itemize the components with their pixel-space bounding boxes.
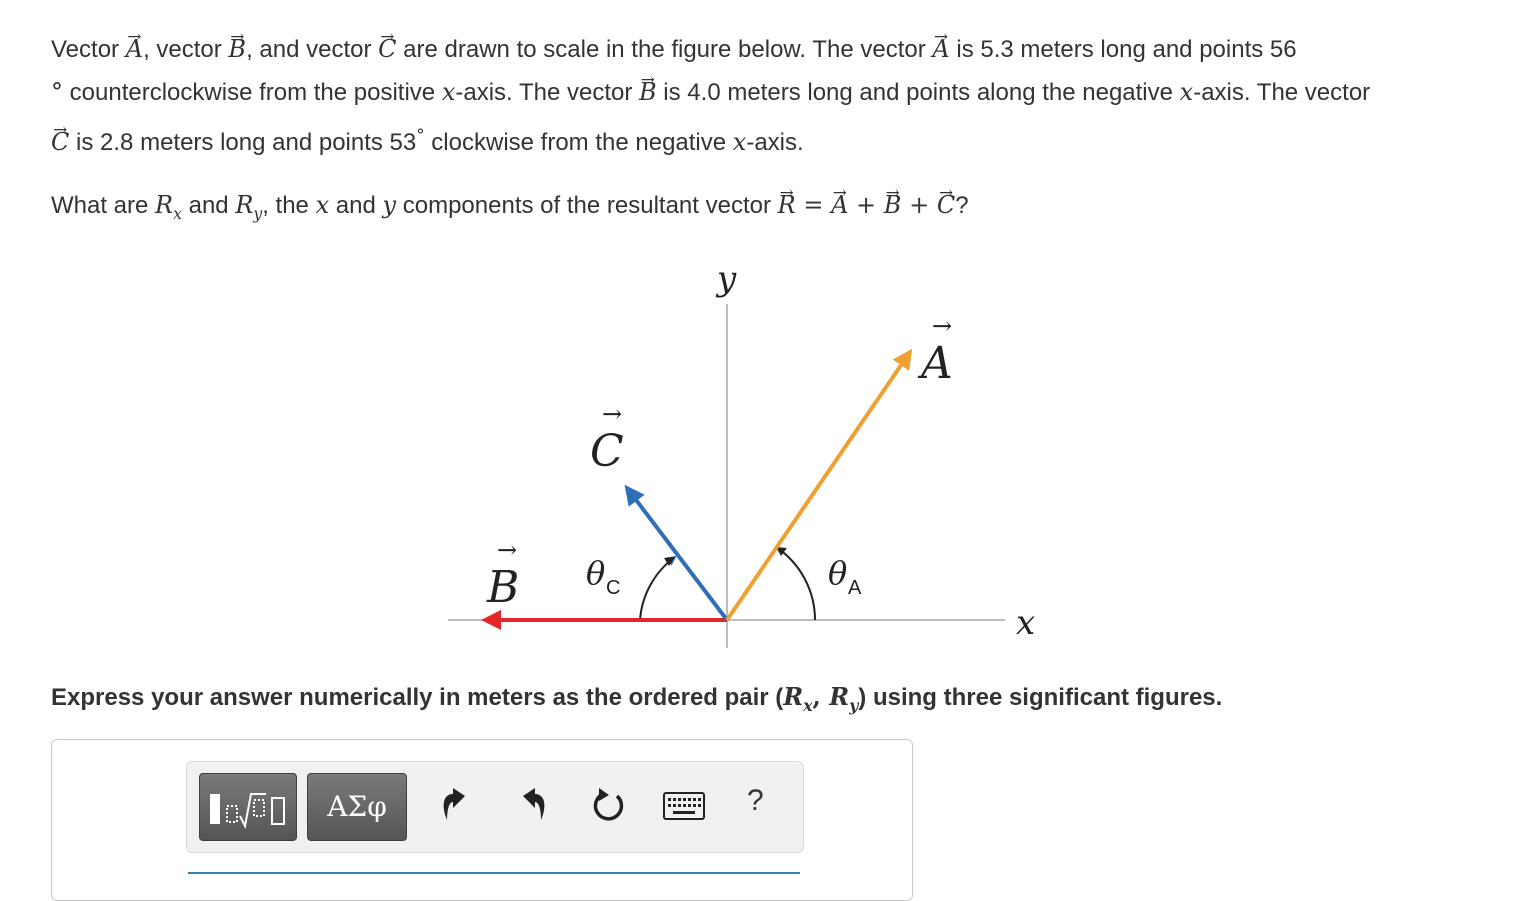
redo-icon[interactable] (515, 784, 551, 828)
theta-a-label: θ (828, 554, 848, 592)
help-icon[interactable]: ? (747, 784, 764, 817)
x-axis-label: x (1016, 603, 1036, 643)
question-text: What are $R_x$ and $R_y$, the x and y components of the resultant vector → R = → A + → B + → C? (51, 184, 1471, 235)
vector-a-symbol: → A (126, 28, 143, 70)
theta-a-arc (776, 547, 815, 620)
vector-a-symbol: → A (932, 28, 949, 70)
vector-c-label-arrow: → (602, 400, 623, 428)
theta-c-arc (640, 557, 675, 620)
vector-b-label-arrow: → (497, 536, 518, 564)
vector-b-symbol: → B (639, 71, 657, 113)
vector-c-arrow (627, 488, 727, 620)
theta-c-label: θ (586, 554, 606, 592)
symbols-button[interactable]: ΑΣφ (307, 773, 407, 841)
answer-input[interactable] (188, 872, 800, 894)
theta-c-subscript: C (606, 577, 621, 599)
math-toolbar (186, 761, 804, 853)
templates-button[interactable] (199, 773, 297, 841)
vector-c-symbol: → C (51, 121, 69, 163)
vector-a-label-arrow: → (932, 312, 953, 340)
theta-a-subscript: A (848, 577, 862, 599)
vector-a-arrow (727, 352, 910, 620)
vector-b-label: B (487, 562, 520, 613)
y-axis-label: y (717, 259, 737, 299)
undo-icon[interactable] (437, 784, 473, 828)
vector-figure (430, 252, 1070, 652)
vector-c-label: C (590, 426, 624, 477)
vector-b-symbol: → B (228, 28, 246, 70)
problem-statement: Vector → A, vector → B, and vector → C are drawn to scale in the figure below. The vector → A is 5.3 meters long and points 56 ° counterclockwise from the positive x-axis. The vector → B is 4.0 meters long and points along the negative x-axis. The vector → C is 2.8 meters long and points 53° clockwise from the negative x-axis. (51, 28, 1471, 164)
reset-icon[interactable] (589, 784, 629, 828)
keyboard-icon[interactable] (663, 792, 705, 820)
vector-a-label: A (921, 338, 953, 389)
templates-icon (200, 774, 296, 840)
answer-instructions: Express your answer numerically in meters as the ordered pair ($R_x$, $R_y$) using three significant figures. (51, 682, 1223, 715)
vector-c-symbol: → C (378, 28, 396, 70)
vector-r-symbol: → R (778, 184, 796, 226)
